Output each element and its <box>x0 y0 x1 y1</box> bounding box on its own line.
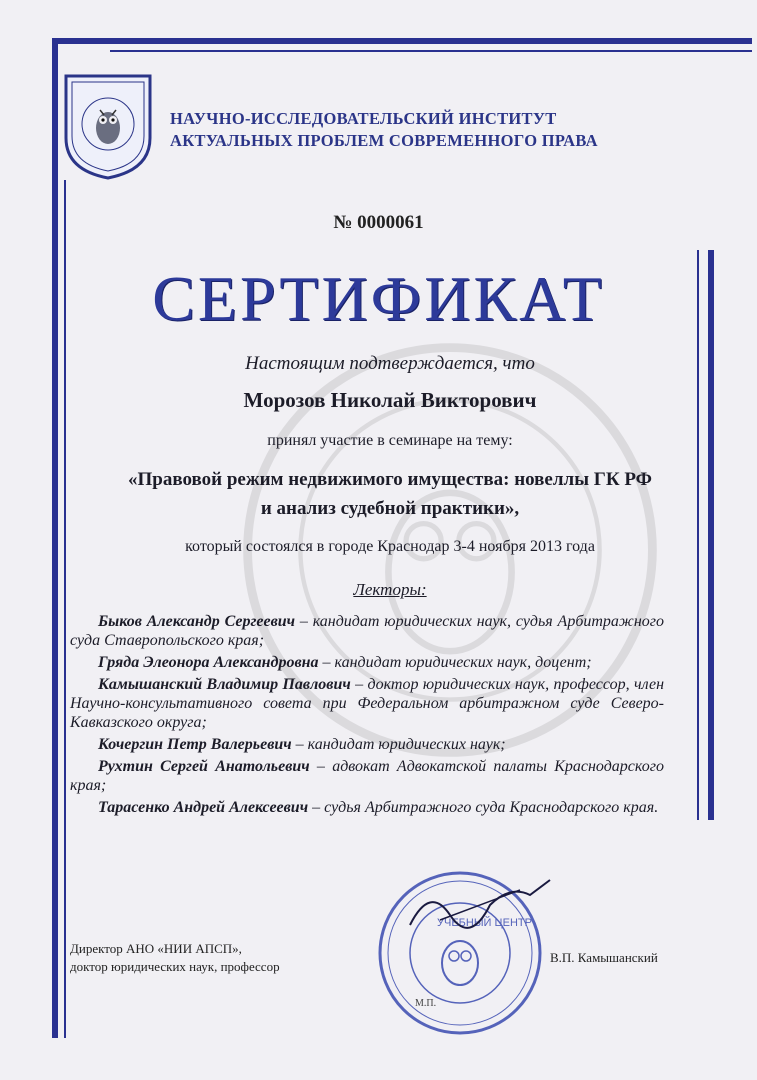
seminar-place-date: который состоялся в городе Краснодар 3-4 ноября 2013 года <box>185 538 595 555</box>
director-title-line2: доктор юридических наук, профессор <box>70 959 280 974</box>
frame-top-outer <box>52 38 752 44</box>
director-title <box>70 940 280 976</box>
lecturer-desc: – кандидат юридических наук; <box>291 736 506 753</box>
lecturer-item <box>70 798 664 817</box>
handwritten-signature <box>400 875 560 935</box>
director-title-line1: Директор АНО «НИИ АПСП», <box>70 941 242 956</box>
frame-left-outer <box>52 38 58 1038</box>
lecturers-heading: Лекторы: <box>353 580 427 599</box>
stamp-label: УЧЕБНЫЙ ЦЕНТР <box>437 917 532 929</box>
seminar-topic-line1: «Правовой режим недвижимого имущества: новеллы ГК РФ <box>127 469 652 490</box>
lecturer-name: Кочергин Петр Валерьевич <box>98 736 292 753</box>
lecturer-name: Гряда Элеонора Александровна <box>98 654 319 671</box>
recipient-name: Морозов Николай Викторович <box>243 388 537 412</box>
participation-text: принял участие в семинаре на тему: <box>267 432 513 449</box>
lecturer-item <box>70 757 664 795</box>
lecturer-name: Быков Александр Сергеевич <box>98 613 296 630</box>
lecturer-item <box>70 612 664 650</box>
lecturer-desc: – судья Арбитражного суда Краснодарского края. <box>308 799 659 816</box>
certificate-title: СЕРТИФИКАТ <box>152 263 605 334</box>
lecturer-desc: – доктор юридических наук, профессор, член Научно-консультативного совета при Федеральном арбитражном суде Северо-Кавказского округа; <box>70 676 665 731</box>
lecturer-desc: – кандидат юридических наук, судья Арбитражного суда Ставропольского края; <box>70 613 664 649</box>
certificate-number: № 0000061 <box>333 212 424 233</box>
institute-logo <box>62 62 154 182</box>
institute-name-line1: НАУЧНО-ИССЛЕДОВАТЕЛЬСКИЙ ИНСТИТУТ <box>170 109 557 128</box>
institute-name <box>170 108 640 152</box>
lecturers-list <box>70 612 664 820</box>
seminar-topic <box>60 465 720 523</box>
frame-top-inner <box>110 50 752 52</box>
lecturer-item <box>70 653 664 672</box>
lecturer-desc: – адвокат Адвокатской палаты Краснодарского края; <box>70 758 665 794</box>
seminar-topic-line2: и анализ судебной практики», <box>260 498 520 519</box>
lecturer-item <box>70 735 664 754</box>
lecturer-name: Рухтин Сергей Анатольевич <box>98 758 310 775</box>
confirm-text: Настоящим подтверждается, что <box>245 353 535 374</box>
institute-name-line2: АКТУАЛЬНЫХ ПРОБЛЕМ СОВРЕМЕННОГО ПРАВА <box>170 131 598 150</box>
lecturer-item <box>70 675 664 732</box>
lecturer-name: Камышанский Владимир Павлович <box>98 676 351 693</box>
signer-name: В.П. Камышанский <box>550 950 658 965</box>
stamp-mp: М.П. <box>415 998 437 1009</box>
lecturer-name: Тарасенко Андрей Алексеевич <box>98 799 309 816</box>
lecturer-desc: – кандидат юридических наук, доцент; <box>318 654 592 671</box>
